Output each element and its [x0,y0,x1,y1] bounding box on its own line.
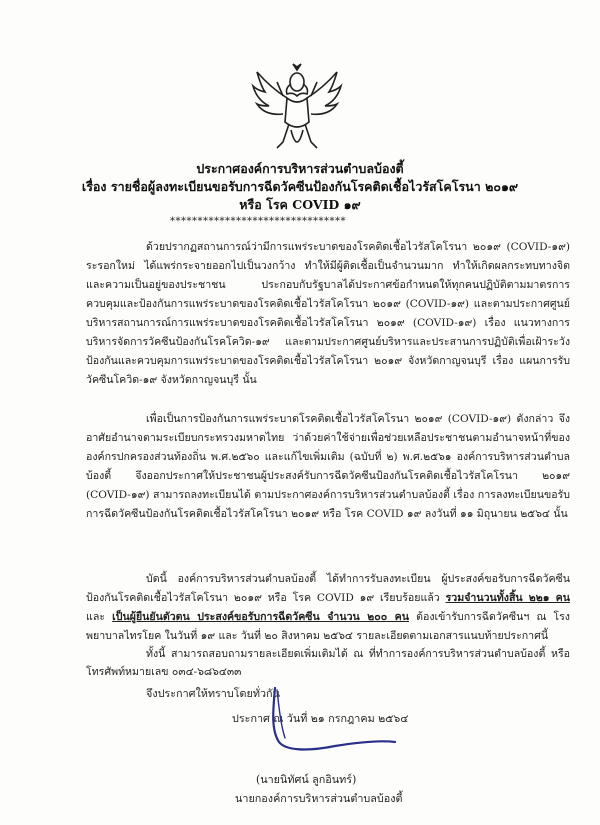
subject-line: เรื่อง รายชื่อผู้ลงทะเบียนขอรับการฉีดวัคซีนป้องกันโรคติดเชื้อไวรัสโคโรนา ๒๐๑๙ [81,179,519,194]
paragraph-background [86,238,570,390]
paragraph-4-text: ทั้งนี้ สามารถสอบถามรายละเอียดเพิ่มเติมได้ ณ ที่ทำการองค์การบริหารส่วนตำบลบ้องตี้ หรือโทรศัพท์หมายเลข ๐๓๔-๖๘๖๔๓๓ [86,648,570,678]
date-line: ประกาศ ณ วันที่ ๒๑ กรกฎาคม ๒๕๖๔ [232,712,409,725]
paragraph-2-text: เพื่อเป็นการป้องกันการแพร่ระบาดโรคติดเชื้อไวรัสโคโรนา ๒๐๑๙ (COVID-๑๙) ดังกล่าว จึงอาศัยอำนาจตามระเบียบกระทรวงมหาดไทย ว่าด้วยค่าใช้จ่ายเพื่อช่วยเหลือประชาชนตามอำนาจหน้าที่ขององค์กรปกครองส่วนท้องถิ่น พ.ศ.๒๕๖๐ และแก้ไขเพิ่มเติม (ฉบับที่ ๒) พ.ศ.๒๕๖๑ องค์การบริหารส่วนตำบลบ้องตี้ จึงออกประกาศให้ประชาชนผู้ประสงค์รับการฉีดวัคซีนป้องกันโรคติดเชื้อไวรัสโคโรนา ๒๐๑๙ (COVID-๑๙) สามารถลงทะเบียนได้ ตามประกาศองค์การบริหารส่วนตำบลบ้องตี้ เรื่อง การลงทะเบียนขอรับการฉีดวัคซีนป้องกันโรคติดเชื้อไวรัสโคโรนา ๒๐๑๙ หรือ โรค COVID ๑๙ ลงวันที่ ๑๑ มิถุนายน ๒๕๖๔ นั้น [86,413,570,520]
paragraph-1-text: ด้วยปรากฏสถานการณ์ว่ามีการแพร่ระบาดของโรคติดเชื้อไวรัสโคโรนา ๒๐๑๙ (COVID-๑๙) ระรอกใหม่ ได้แพร่กระจายออกไปเป็นวงกว้าง ทำให้มีผู้ติดเชื้อเป็นจำนวนมาก ทำให้เกิดผลกระทบทางจิตและความเป็นอยู่ของประชาชน ประกอบกับรัฐบาลได้ประกาศข้อกำหนดให้ทุกคนปฏิบัติตามมาตรการควบคุมและป้องกันการแพร่ระบาดของโรคติดเชื้อไวรัสโคโรนา ๒๐๑๙ (COVID-๑๙) และตามประกาศศูนย์บริหารสถานการณ์การแพร่ระบาดของโรคติดเชื้อไวรัสโคโรนา ๒๐๑๙ (COVID-๑๙) เรื่อง แนวทางการบริหารจัดการวัคซีนป้องกันโรคโควิด-๑๙ และตามประกาศศูนย์บริหารและประสานการปฏิบัติเพื่อเฝ้าระวัง ป้องกันและควบคุมการแพร่ระบาดของโรคติดเชื้อไวรัสโคโรนา ๒๐๑๙ จังหวัดกาญจนบุรี เรื่อง แผนการรับวัคซีนโควิด-๑๙ จังหวัดกาญจนบุรี นั้น [86,241,570,386]
signer-name: (นายนิทัศน์ ลูกอินทร์) [256,773,357,786]
paragraph-3-part-b: และ [86,611,113,623]
paragraph-result [86,570,570,646]
signature-icon [255,680,405,760]
confirmed-count: เป็นผู้ยืนยันตัวตน ประสงค์ขอรับการฉีดวัคซีน จำนวน ๒๐๐ คน [112,611,409,623]
paragraph-contact [86,645,570,681]
announcement-title: ประกาศองค์การบริหารส่วนตำบลบ้องตี้ [196,161,404,176]
paragraph-3-part-c: ต้องเข้ารับการฉีดวัคซีนฯ ณ โรงพยาบาลไทรโยค ในวันที่ ๑๙ และ วันที่ ๒๐ สิงหาคม ๒๕๖๔ รายละเอียดตามเอกสารแนบท้ายประกาศนี้ [86,611,570,642]
garuda-emblem-icon [247,62,347,157]
paragraph-purpose [86,410,570,524]
subject-line-2: หรือ โรค COVID ๑๙ [239,197,361,212]
signer-position: นายกองค์การบริหารส่วนตำบลบ้องตี้ [235,792,403,805]
paragraph-3-part-a: บัดนี้ องค์การบริหารส่วนตำบลบ้องตี้ ได้ทำการรับลงทะเบียน ผู้ประสงค์ขอรับการฉีดวัคซีนป้องกันโรคติดเชื้อไวรัสโคโรนา ๒๐๑๙ หรือ โรค COVID ๑๙ เรียบร้อยแล้ว [86,573,570,604]
paragraph-3-text [86,570,570,646]
total-registered-count: รวมจำนวนทั้งสิ้น ๒๒๑ คน [445,592,570,604]
separator: ******************************** [170,216,346,227]
closing-line: จึงประกาศให้ทราบโดยทั่วกัน [146,687,280,700]
